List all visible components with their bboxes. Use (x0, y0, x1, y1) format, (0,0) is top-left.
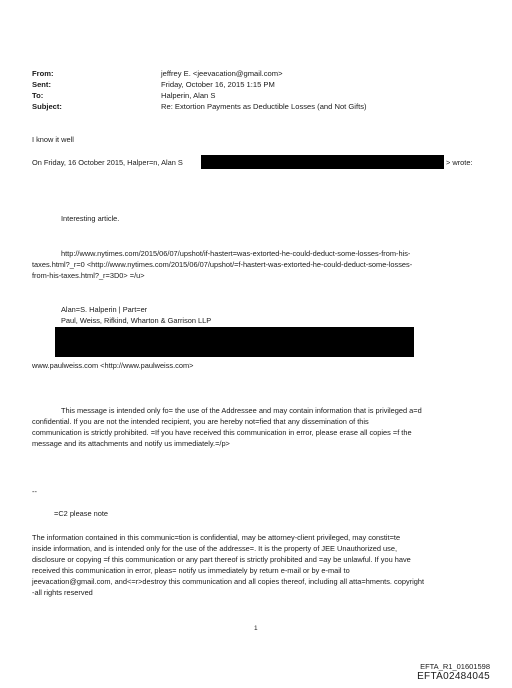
subject-label: Subject: (32, 102, 62, 111)
confidentiality-line-2: confidential. If you are not the intended recipient, you are hereby not=fied that any dissemination of this (32, 417, 369, 426)
sent-value: Friday, October 16, 2015 1:15 PM (161, 80, 275, 89)
website-text: www.paulweiss.com <http://www.paulweiss.com> (32, 361, 194, 370)
quote-intro-suffix: > wrote: (446, 158, 473, 167)
from-value: jeffrey E. <jeevacation@gmail.com> (161, 69, 283, 78)
to-value: Halperin, Alan S (161, 91, 216, 100)
notice-line-2: inside information, and is intended only for the use of the addresse=. It is the property of JEE Unauthorized use, (32, 544, 398, 553)
notice-line-4: received this communication in error, pleas= notify us immediately by return e-mail or by e-mail to (32, 566, 350, 575)
notice-line-5: jeevacation@gmail.com, and<=r>destroy this communication and all copies thereof, including all atta=hments. copyright (32, 577, 425, 586)
redaction-bar (55, 327, 414, 357)
page-number: 1 (254, 625, 258, 632)
interesting-text: Interesting article. (61, 214, 120, 223)
confidentiality-line-3: communication is strictly prohibited. =If you have received this communication in error, please erase all copies =f the (32, 428, 412, 437)
signature-name: Alan=S. Halperin | Part=er (61, 305, 148, 314)
quote-intro: On Friday, 16 October 2015, Halper=n, Alan S (32, 158, 183, 167)
confidentiality-line-1: This message is intended only fo= the use of the Addressee and may contain information that is privileged a=d (61, 406, 422, 415)
link-line-3: from-his-taxes.html?_r=3D0> =/u> (32, 271, 145, 280)
sent-label: Sent: (32, 80, 51, 89)
subject-value: Re: Extortion Payments as Deductible Losses (and Not Gifts) (161, 102, 367, 111)
footer-id-small: EFTA_R1_01601598 (420, 662, 490, 671)
footer-id-large: EFTA02484045 (417, 671, 490, 682)
confidentiality-line-4: message and its attachments and notify us immediately.=/p> (32, 439, 230, 448)
signature-firm: Paul, Weiss, Rifkind, Wharton & Garrison LLP (61, 316, 212, 325)
dashes-separator: -- (32, 487, 37, 496)
to-label: To: (32, 91, 44, 100)
redaction-bar (201, 155, 444, 169)
please-note-text: =C2 please note (54, 509, 109, 518)
link-line-2: taxes.html?_r=0 <http://www.nytimes.com/2015/06/07/upshot/=f-hastert-was-extorted-he-could-deduct-some-losses- (32, 260, 413, 269)
notice-line-1: The information contained in this communic=tion is confidential, may be attorney-client privileged, may constit=te (32, 533, 401, 542)
link-line-1: http://www.nytimes.com/2015/06/07/upshot/if-hastert=was-extorted-he-could-deduct-some-losses-from-his- (61, 249, 411, 258)
notice-line-3: disclosure or copying =f this communication or any part thereof is strictly prohibited and =ay be unlawful. If you have (32, 555, 411, 564)
reply-text: I know it well (32, 135, 74, 144)
from-label: From: (32, 69, 54, 78)
notice-line-6: -all rights reserved (32, 588, 93, 597)
